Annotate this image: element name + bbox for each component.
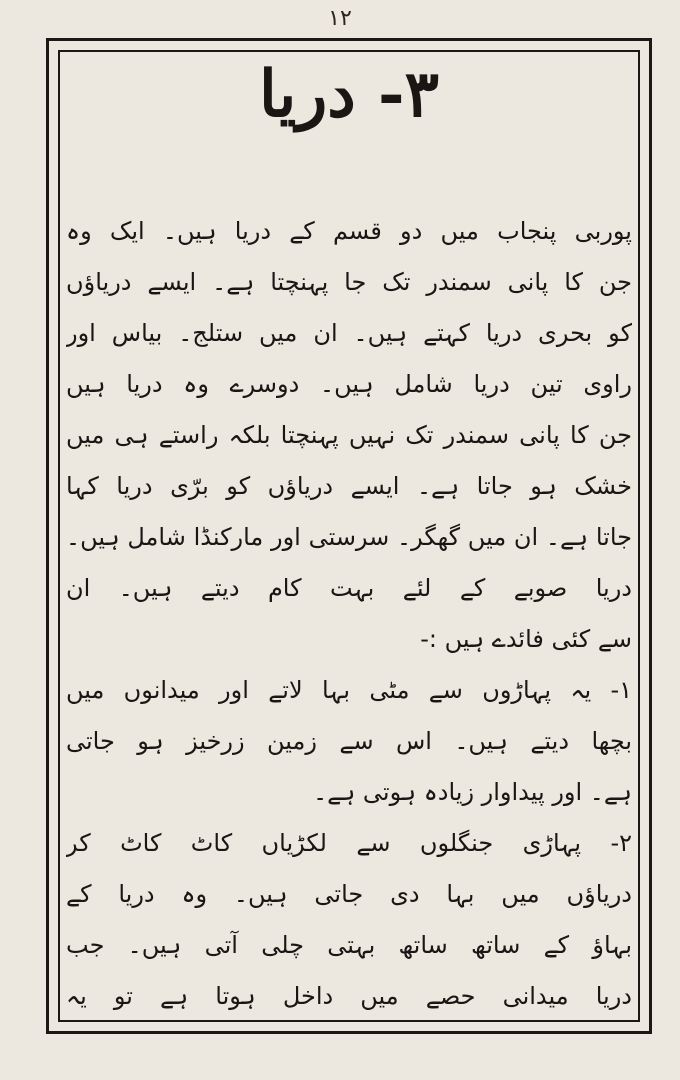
- page-number: ۱۲: [328, 6, 352, 31]
- text-line: جن کا پانی سمندر تک جا پہنچتا ہے۔ ایسے دریاؤں: [66, 268, 632, 296]
- text-line: سے کئی فائدے ہیں :-: [420, 625, 632, 653]
- text-line: ۱- یہ پہاڑوں سے مٹی بہا لاتے اور میدانوں میں: [66, 676, 632, 704]
- text-line: جن کا پانی سمندر تک نہیں پہنچتا بلکہ راستے ہی میں: [66, 421, 632, 449]
- text-line: بہاؤ کے ساتھ ساتھ بہتی چلی آتی ہیں۔ جب: [66, 931, 632, 959]
- text-line: دریا صوبے کے لئے بہت کام دیتے ہیں۔ ان: [66, 574, 632, 602]
- text-line: بچھا دیتے ہیں۔ اس سے زمین زرخیز ہو جاتی: [66, 727, 632, 755]
- text-line: کو بحری دریا کہتے ہیں۔ ان میں ستلج۔ بیاس اور: [66, 319, 632, 347]
- text-line: دریاؤں میں بہا دی جاتی ہیں۔ وہ دریا کے: [66, 880, 632, 908]
- text-line: ہے۔ اور پیداوار زیادہ ہوتی ہے۔: [313, 778, 632, 806]
- text-line: پوربی پنجاب میں دو قسم کے دریا ہیں۔ ایک وہ: [66, 217, 632, 245]
- text-line: دریا میدانی حصے میں داخل ہوتا ہے تو یہ: [66, 982, 632, 1010]
- body-text: [66, 206, 632, 1022]
- text-line: خشک ہو جاتا ہے۔ ایسے دریاؤں کو برّی دریا کہا: [66, 472, 632, 500]
- text-line: جاتا ہے۔ ان میں گھگر۔ سرستی اور مارکنڈا شامل ہیں۔: [66, 523, 632, 551]
- text-line: راوی تین دریا شامل ہیں۔ دوسرے وہ دریا ہیں: [66, 370, 632, 398]
- text-line: ۲- پہاڑی جنگلوں سے لکڑیاں کاٹ کاٹ کر: [66, 829, 632, 857]
- chapter-title: ۳- دریا: [259, 57, 439, 132]
